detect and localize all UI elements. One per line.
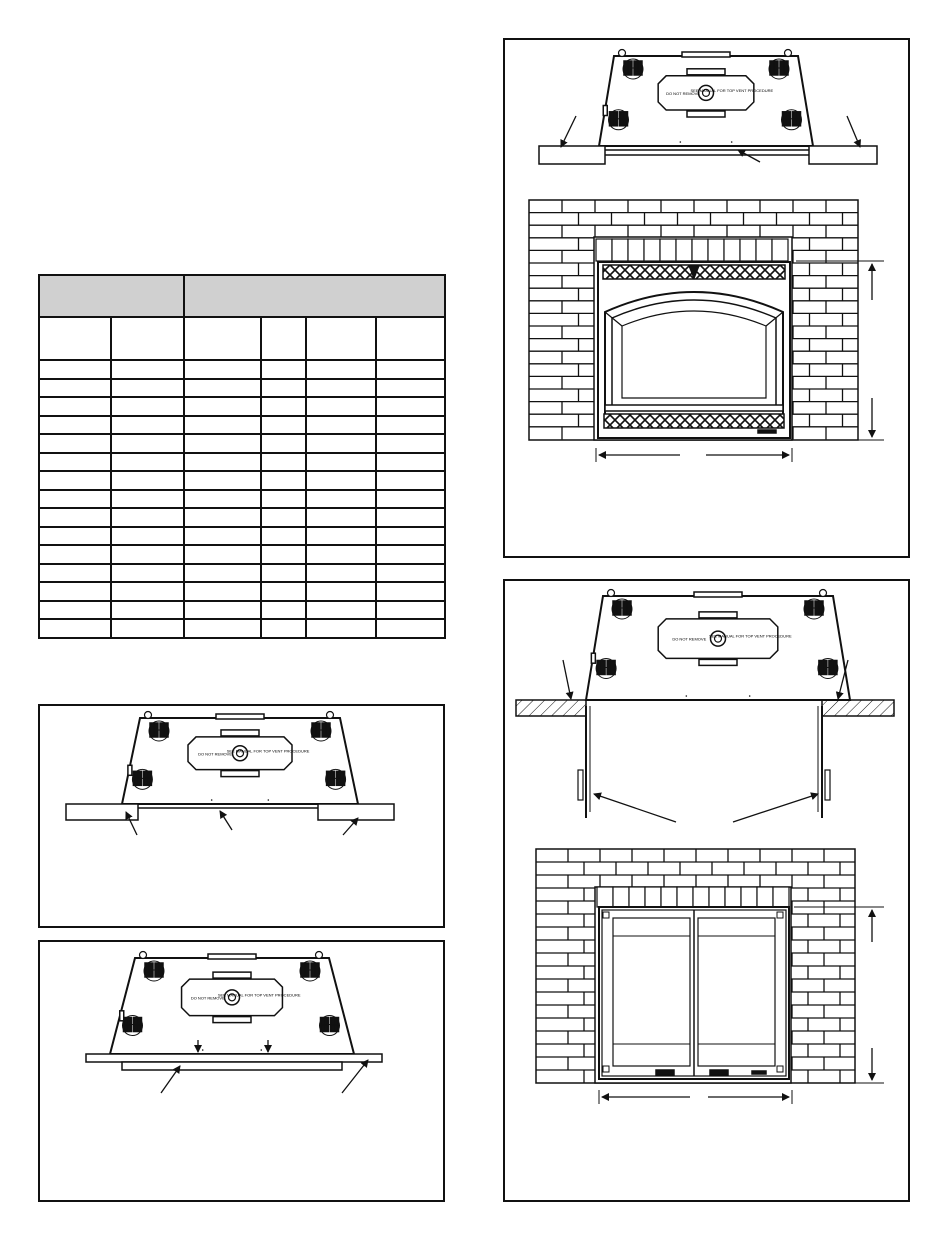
label-text-right: SEE MANUAL FOR TOP VENT PROCEDURE: [217, 992, 301, 998]
raised-hearth-diagram: [66, 712, 394, 836]
soldier-brick: [661, 887, 677, 907]
hearth-insert: [122, 1062, 342, 1070]
label-tab: [687, 111, 725, 117]
soldier-brick: [741, 887, 757, 907]
bolt-icon: [316, 952, 323, 959]
soldier-brick: [709, 887, 725, 907]
hinge-icon: [603, 912, 609, 918]
pointer-arrow: [220, 811, 232, 830]
flue-collar: [682, 52, 730, 57]
recessed-doors-diagram: [516, 590, 894, 1105]
pointer-arrow: [847, 116, 860, 147]
label-tab: [687, 69, 725, 75]
bracket-icon: [300, 961, 320, 981]
bolt-icon: [785, 50, 792, 57]
flue-collar: [208, 954, 256, 959]
label-text-left: DO NOT REMOVE: [672, 636, 707, 642]
label-tab: [221, 730, 259, 736]
hinge-icon: [777, 1066, 783, 1072]
flush-hearth-diagram: [86, 952, 382, 1094]
soldier-brick: [692, 239, 708, 261]
bracket-icon: [609, 110, 629, 130]
label-text-left: DO NOT REMOVE: [666, 90, 701, 96]
bracket-icon: [825, 770, 830, 800]
hearth-block-left: [66, 804, 138, 820]
bracket-icon: [123, 1016, 143, 1036]
bolt-icon: [140, 952, 147, 959]
wall-section-left: [516, 700, 586, 716]
label-text-right: SEE MANUAL FOR TOP VENT PROCEDURE: [690, 87, 774, 93]
label-text-left: DO NOT REMOVE: [198, 751, 233, 757]
bolt-icon: [145, 712, 152, 719]
pointer-arrow: [594, 794, 676, 822]
bracket-icon: [612, 599, 632, 619]
pointer-arrow: [563, 660, 571, 699]
door-handle-icon: [656, 1070, 674, 1075]
soldier-brick: [757, 887, 773, 907]
soldier-brick: [725, 887, 741, 907]
side-latch: [120, 1011, 124, 1021]
badge-icon: [752, 1071, 766, 1074]
soldier-brick: [677, 887, 693, 907]
hearth-block-right: [318, 804, 394, 820]
pointer-arrow: [738, 150, 760, 162]
label-tab: [213, 1017, 251, 1023]
soldier-brick: [613, 887, 629, 907]
bracket-icon: [804, 599, 824, 619]
soldier-brick: [756, 239, 772, 261]
hinge-icon: [603, 1066, 609, 1072]
bottom-grille: [604, 414, 784, 428]
bracket-icon: [782, 110, 802, 130]
wall-section-right: [822, 700, 894, 716]
bracket-icon: [311, 721, 331, 741]
label-tab: [213, 972, 251, 978]
bracket-icon: [149, 721, 169, 741]
side-latch: [591, 653, 595, 663]
soldier-brick: [628, 239, 644, 261]
label-tab: [699, 659, 737, 665]
hinge-icon: [777, 912, 783, 918]
soldier-brick: [724, 239, 740, 261]
flue-collar: [694, 592, 742, 597]
soldier-brick: [708, 239, 724, 261]
brick-facing-diagram: [529, 50, 884, 463]
soldier-brick: [676, 239, 692, 261]
bracket-icon: [596, 658, 616, 678]
soldier-brick: [773, 887, 789, 907]
hearth-plate: [86, 1054, 382, 1062]
soldier-brick: [693, 887, 709, 907]
soldier-brick: [629, 887, 645, 907]
bolt-icon: [820, 590, 827, 597]
door-glass: [612, 300, 776, 408]
bracket-icon: [132, 769, 152, 789]
firebox-top-view: [110, 952, 354, 1055]
pointer-arrow: [342, 1060, 368, 1093]
bracket-icon: [818, 658, 838, 678]
soldier-brick: [772, 239, 788, 261]
bracket-icon: [578, 770, 583, 800]
soldier-brick: [644, 239, 660, 261]
side-latch: [603, 106, 607, 116]
bracket-icon: [144, 961, 164, 981]
door-sill: [605, 405, 783, 411]
hearth-block-right: [809, 146, 877, 164]
firebox-top-view: [586, 590, 850, 701]
label-text-right: SEE MANUAL FOR TOP VENT PROCEDURE: [226, 748, 310, 754]
bolt-icon: [327, 712, 334, 719]
badge-icon: [758, 430, 776, 433]
bracket-icon: [326, 769, 346, 789]
bolt-icon: [619, 50, 626, 57]
bolt-icon: [608, 590, 615, 597]
bracket-icon: [320, 1016, 340, 1036]
soldier-brick: [740, 239, 756, 261]
bracket-icon: [623, 59, 643, 79]
label-text-right: SEE MANUAL FOR TOP VENT PROCEDURE: [708, 633, 792, 639]
label-tab: [699, 612, 737, 618]
soldier-brick: [596, 239, 612, 261]
firebox-top-view: [122, 712, 358, 805]
soldier-brick: [660, 239, 676, 261]
pointer-arrow: [561, 116, 576, 147]
label-text-left: DO NOT REMOVE: [190, 995, 225, 1001]
soldier-brick: [597, 887, 613, 907]
label-tab: [221, 771, 259, 777]
bracket-icon: [769, 59, 789, 79]
door-handle-icon: [710, 1070, 728, 1075]
hearth-block-left: [539, 146, 605, 164]
pointer-arrow: [733, 794, 818, 822]
soldier-brick: [612, 239, 628, 261]
soldier-brick: [645, 887, 661, 907]
firebox-top-view: [599, 50, 813, 147]
flue-collar: [216, 714, 264, 719]
side-latch: [128, 765, 132, 775]
